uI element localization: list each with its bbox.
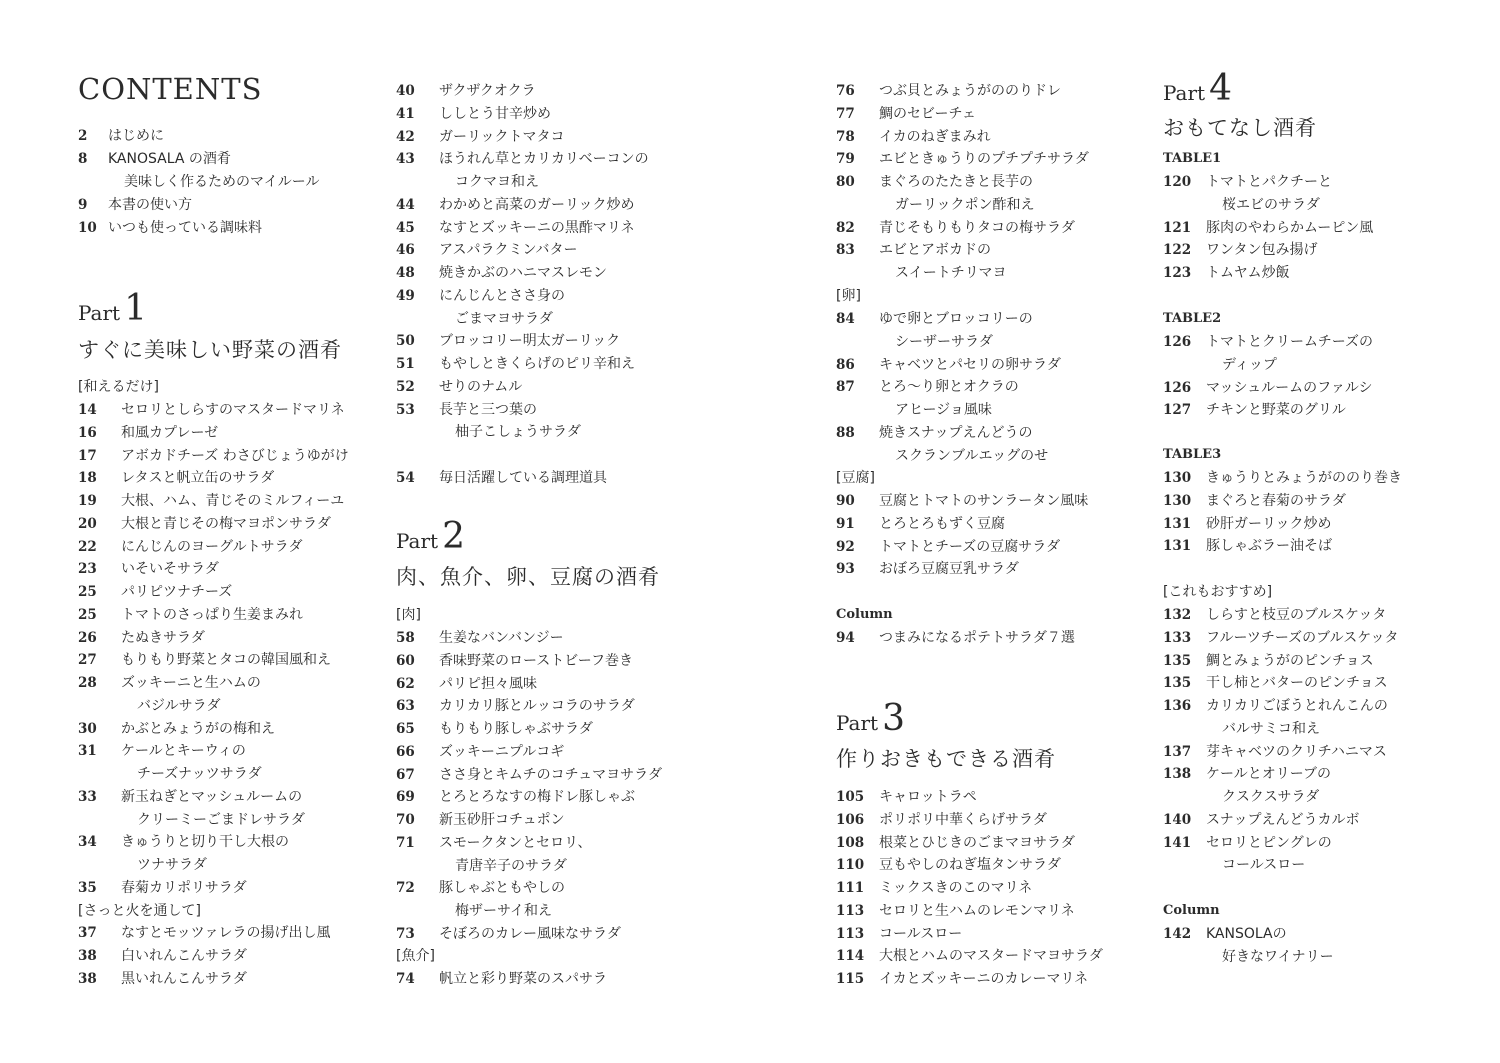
part-2-title: 肉、魚介、卵、豆腐の酒肴 <box>396 565 660 589</box>
entry-title: スモークタンとセロリ、 <box>439 834 592 851</box>
part-4-title: おもてなし酒肴 <box>1163 116 1317 140</box>
page-number: 137 <box>1163 743 1192 760</box>
page-number: 127 <box>1163 402 1192 419</box>
entry-title: セロリとしらすのマスタードマリネ <box>121 402 345 418</box>
page-number: 73 <box>396 925 415 942</box>
page-number: 135 <box>1163 652 1192 669</box>
entry-title: セロリと生ハムのレモンマリネ <box>879 902 1075 919</box>
page-number: 88 <box>836 424 855 441</box>
entry-title: とろ～り卵とオクラの <box>879 379 1019 396</box>
entry-title-cont: 梅ザーサイ和え <box>455 903 553 919</box>
entry-title: ポリポリ中華くらげサラダ <box>879 811 1047 828</box>
category-label: [豆腐] <box>836 470 875 486</box>
entry-title: ガーリックトマタコ <box>439 128 565 145</box>
entry-title: ズッキーニプルコギ <box>439 743 565 760</box>
entry-title: エビときゅうりのプチプチサラダ <box>879 151 1089 168</box>
page-number: 122 <box>1163 242 1192 259</box>
entry-title: 豚肉のやわらかムーピン風 <box>1206 219 1374 236</box>
entry-title-cont: ごまマヨサラダ <box>455 310 553 327</box>
part-number: 1 <box>124 288 147 329</box>
table2-subhead: TABLE2 <box>1163 311 1222 326</box>
page-number: 74 <box>396 971 415 987</box>
entry-title: 鯛のセビーチェ <box>879 105 977 122</box>
page-number: 71 <box>396 834 415 851</box>
entry-title: にんじんとささ身の <box>439 287 565 304</box>
page-number: 40 <box>396 83 415 99</box>
page-number: 142 <box>1163 926 1192 942</box>
entry-title: つまみになるポテトサラダ７選 <box>879 630 1075 646</box>
page-number: 136 <box>1163 698 1192 714</box>
page-number: 33 <box>78 788 97 805</box>
entry-title: せりのナムル <box>439 378 523 395</box>
page-number: 94 <box>836 630 855 646</box>
page-number: 113 <box>836 925 865 942</box>
entry-title: ゆで卵とブロッコリーの <box>879 311 1033 327</box>
part-4-heading <box>1163 68 1232 109</box>
entry-title: ザクザクオクラ <box>439 83 536 99</box>
entry-title: つぶ貝とみょうがののりドレ <box>879 83 1061 99</box>
entry-title: カリカリ豚とルッコラのサラダ <box>439 698 635 715</box>
entry-title-cont: バルサミコ和え <box>1222 720 1320 737</box>
entry-title: 長芋と三つ葉の <box>439 401 537 418</box>
entry-title: レタスと帆立缶のサラダ <box>121 470 275 487</box>
page-number: 38 <box>78 970 97 987</box>
page-number: 130 <box>1163 492 1192 509</box>
entry-title: そぼろのカレー風味なサラダ <box>439 925 621 942</box>
entry-title-cont: クリーミーごまドレサラダ <box>137 811 305 828</box>
entry-title: トマトとクリームチーズの <box>1206 334 1374 350</box>
page-number: 106 <box>836 811 865 828</box>
entry-title: まぐろと春菊のサラダ <box>1206 492 1346 509</box>
page-number: 77 <box>836 105 855 122</box>
page-number: 138 <box>1163 766 1192 783</box>
page-number: 20 <box>78 515 97 532</box>
entry-title: なすとモッツァレラの揚げ出し風 <box>121 925 331 942</box>
page-number: 52 <box>396 378 415 395</box>
entry-title: 干し柿とバターのピンチョス <box>1206 675 1388 692</box>
page-number: 108 <box>836 834 865 851</box>
category-label: [さっと火を通して] <box>78 902 201 919</box>
page-number: 132 <box>1163 607 1192 623</box>
entry-title: チキンと野菜のグリル <box>1206 402 1346 419</box>
entry-title: にんじんのヨーグルトサラダ <box>121 538 303 555</box>
page-number: 27 <box>78 652 97 669</box>
entry-title: トマトのさっぱり生姜まみれ <box>121 606 303 623</box>
page-number: 53 <box>396 401 415 418</box>
part-word: Part <box>836 711 879 735</box>
entry-title: わかめと高菜のガーリック炒め <box>439 196 635 213</box>
entry-title: 生姜なバンバンジー <box>439 630 564 646</box>
entry-title: トマトとチーズの豆腐サラダ <box>879 538 1061 555</box>
entry-title: 豆腐とトマトのサンラータン風味 <box>879 493 1089 509</box>
entry-title: キャロットラペ <box>879 789 977 805</box>
page-number: 70 <box>396 812 415 828</box>
entry-title-cont: アヒージョ風味 <box>895 402 992 418</box>
page-number: 72 <box>396 880 415 897</box>
page-number: 113 <box>836 902 865 919</box>
entry-title: トムヤム炒飯 <box>1206 265 1290 281</box>
table1-subhead: TABLE1 <box>1163 151 1222 166</box>
page-number: 86 <box>836 356 855 373</box>
page-number: 8 <box>78 151 88 167</box>
entry-title: セロリとピングレの <box>1206 834 1332 851</box>
entry-title: たぬきサラダ <box>121 629 205 646</box>
page-number: 114 <box>836 948 865 965</box>
page-number: 35 <box>78 879 97 896</box>
table3-subhead: TABLE3 <box>1163 447 1222 462</box>
entry-title: 焼きかぶのハニマスレモン <box>439 265 607 281</box>
page-number: 43 <box>396 151 415 168</box>
page-number: 126 <box>1163 379 1192 396</box>
page-number: 42 <box>396 128 415 145</box>
entry-title-cont: ツナサラダ <box>137 857 207 873</box>
page-number: 105 <box>836 789 865 805</box>
entry-title: 黒いれんこんサラダ <box>121 970 247 987</box>
page-number: 23 <box>78 561 97 578</box>
entry-title: いそいそサラダ <box>121 561 219 578</box>
page-number: 66 <box>396 743 415 760</box>
entry-title: まぐろのたたきと長芋の <box>879 174 1033 190</box>
entry-title: アスパラクミンバター <box>439 242 578 259</box>
contents-title: CONTENTS <box>78 72 263 106</box>
entry-title: かぶとみょうがの梅和え <box>121 720 275 737</box>
category-label: [卵] <box>836 288 861 304</box>
category-label: [これもおすすめ] <box>1163 584 1273 600</box>
entry-title: きゅうりと切り干し大根の <box>121 834 289 851</box>
page-number: 93 <box>836 561 855 578</box>
entry-title: イカのねぎまみれ <box>879 128 991 145</box>
page-number: 25 <box>78 584 97 600</box>
page-number: 9 <box>78 197 88 213</box>
entry-title: 豆もやしのねぎ塩タンサラダ <box>879 857 1061 874</box>
entry-title-cont: コールスロー <box>1222 857 1306 874</box>
entry-title: ほうれん草とカリカリベーコンの <box>439 151 649 168</box>
entry-title: 毎日活躍している調理道具 <box>439 470 607 486</box>
page-number: 67 <box>396 766 415 783</box>
page-number: 37 <box>78 925 97 942</box>
entry-title: もやしときくらげのピリ辛和え <box>439 356 635 372</box>
page-number: 126 <box>1163 334 1192 350</box>
part-number: 3 <box>882 698 905 739</box>
entry-title: パリピ担々風味 <box>439 675 537 692</box>
entry-title-cont: 柚子こしょうサラダ <box>455 424 581 441</box>
page-number: 41 <box>396 105 415 122</box>
page-number: 58 <box>396 630 415 646</box>
page-number: 45 <box>396 219 415 236</box>
entry-title: とろとろなすの梅ドレ豚しゃぶ <box>439 789 635 806</box>
page-number: 131 <box>1163 538 1192 555</box>
page-number: 48 <box>396 265 415 281</box>
page-number: 30 <box>78 720 97 737</box>
entry-title: フルーツチーズのブルスケッタ <box>1206 629 1399 646</box>
entry-title: マッシュルームのファルシ <box>1206 379 1373 396</box>
entry-title: エビとアボカドの <box>879 242 991 259</box>
entry-title: KANOSALA の酒肴 <box>108 151 231 167</box>
page-number: 28 <box>78 675 97 691</box>
page-number: 90 <box>836 493 855 509</box>
page-number: 141 <box>1163 834 1192 851</box>
entry-title: トマトとパクチーと <box>1206 174 1332 190</box>
page-number: 26 <box>78 629 97 646</box>
entry-title: 香味野菜のローストビーフ巻き <box>439 652 634 669</box>
part-3-title: 作りおきもできる酒肴 <box>836 747 1056 771</box>
page-number: 120 <box>1163 174 1192 190</box>
page-number: 19 <box>78 493 97 509</box>
part-2-heading <box>396 516 465 557</box>
page-number: 14 <box>78 402 97 418</box>
entry-title: 新玉ねぎとマッシュルームの <box>121 788 303 805</box>
entry-title: 砂肝ガーリック炒め <box>1206 515 1332 532</box>
page-number: 131 <box>1163 515 1192 532</box>
page-number: 80 <box>836 174 855 190</box>
page-number: 140 <box>1163 811 1192 828</box>
entry-title: 芽キャベツのクリチハニマス <box>1206 743 1387 760</box>
entry-title: いつも使っている調味料 <box>108 220 262 236</box>
entry-title: 帆立と彩り野菜のスパサラ <box>439 971 607 987</box>
entry-title: 白いれんこんサラダ <box>121 948 247 964</box>
part-word: Part <box>396 529 439 553</box>
entry-title: とろとろもずく豆腐 <box>879 515 1005 532</box>
entry-title: ズッキーニと生ハムの <box>121 675 261 691</box>
category-label: [魚介] <box>396 948 435 964</box>
page-number: 92 <box>836 538 855 555</box>
entry-title: はじめに <box>108 128 164 144</box>
entry-title: 新玉砂肝コチュポン <box>439 812 565 828</box>
entry-title: キャベツとパセリの卵サラダ <box>879 356 1061 373</box>
entry-title: 青じそもりもりタコの梅サラダ <box>879 219 1075 236</box>
entry-title-cont: 桜エビのサラダ <box>1222 196 1320 213</box>
page-number: 54 <box>396 470 415 486</box>
entry-title: 和風カプレーゼ <box>121 424 219 441</box>
page-number: 10 <box>78 220 97 236</box>
entry-title: もりもり野菜とタコの韓国風和え <box>121 652 331 669</box>
entry-title: ケールとキーウィの <box>121 743 246 760</box>
entry-title: しらすと枝豆のブルスケッタ <box>1206 607 1387 623</box>
page-number: 44 <box>396 196 415 213</box>
page-number: 115 <box>836 971 865 987</box>
entry-title: パリピツナチーズ <box>121 584 233 600</box>
part-word: Part <box>78 301 121 325</box>
page-number: 25 <box>78 606 97 623</box>
entry-title-cont: ガーリックポン酢和え <box>895 196 1035 213</box>
entry-title-cont: チーズナッツサラダ <box>137 766 262 782</box>
page-number: 130 <box>1163 470 1192 486</box>
entry-title: ミックスきのこのマリネ <box>879 880 1033 896</box>
part-word: Part <box>1163 81 1206 105</box>
page-number: 91 <box>836 515 855 532</box>
entry-title-cont: バジルサラダ <box>137 697 221 714</box>
entry-title-cont: 青唐辛子のサラダ <box>455 857 567 874</box>
page-number: 46 <box>396 242 415 259</box>
page-number: 22 <box>78 538 97 555</box>
entry-title: KANSOLAの <box>1206 926 1287 942</box>
column-subhead: Column <box>836 607 893 622</box>
entry-title: コールスロー <box>879 925 963 942</box>
entry-title: カリカリごぼうとれんこんの <box>1206 698 1388 714</box>
page-number: 60 <box>396 652 415 669</box>
entry-title-cont: スイートチリマヨ <box>895 265 1007 281</box>
entry-title: 大根とハムのマスタードマヨサラダ <box>879 948 1103 965</box>
entry-title: 鯛とみょうがのピンチョス <box>1206 652 1374 669</box>
page-number: 110 <box>836 857 865 874</box>
page-number: 2 <box>78 128 88 144</box>
entry-title: ケールとオリーブの <box>1206 766 1332 783</box>
page-number: 49 <box>396 287 415 304</box>
entry-title: 豚しゃぶともやしの <box>439 880 565 897</box>
page-number: 51 <box>396 356 415 372</box>
entry-title: もりもり豚しゃぶサラダ <box>439 721 593 737</box>
entry-title: 本書の使い方 <box>108 197 192 213</box>
category-label: [和えるだけ] <box>78 379 159 395</box>
page-number: 65 <box>396 721 415 737</box>
entry-title: 大根、ハム、青じそのミルフィーユ <box>121 493 345 509</box>
page-number: 121 <box>1163 219 1192 236</box>
part-1-title: すぐに美味しい野菜の酒肴 <box>78 338 342 362</box>
entry-title-cont: シーザーサラダ <box>895 333 993 350</box>
page-number: 76 <box>836 83 855 99</box>
page-number: 17 <box>78 447 97 464</box>
entry-title: イカとズッキーニのカレーマリネ <box>879 971 1089 987</box>
entry-title: スナップえんどうカルボ <box>1206 811 1360 828</box>
entry-title: 大根と青じその梅マヨポンサラダ <box>121 515 331 532</box>
page-number: 83 <box>836 242 855 259</box>
page-number: 16 <box>78 424 97 441</box>
part-3-heading <box>836 698 905 739</box>
entry-title: きゅうりとみょうがののり巻き <box>1206 470 1402 486</box>
page-number: 78 <box>836 128 855 145</box>
page-number: 133 <box>1163 629 1192 646</box>
page-number: 87 <box>836 379 855 396</box>
entry-title: ささ身とキムチのコチュマヨサラダ <box>439 766 663 783</box>
entry-title: 春菊カリポリサラダ <box>121 879 247 896</box>
entry-title: 焼きスナップえんどうの <box>879 424 1033 441</box>
page-number: 135 <box>1163 675 1192 692</box>
page-number: 79 <box>836 151 855 168</box>
category-label: [肉] <box>396 607 421 623</box>
entry-title: アボカドチーズ わさびじょうゆがけ <box>121 447 349 464</box>
column-subhead: Column <box>1163 903 1220 918</box>
page-number: 69 <box>396 789 415 806</box>
page-number: 63 <box>396 698 415 715</box>
entry-title: 根菜とひじきのごまマヨサラダ <box>879 834 1075 851</box>
part-number: 2 <box>442 516 465 557</box>
entry-title: ブロッコリー明太ガーリック <box>439 333 621 350</box>
page-number: 50 <box>396 333 415 350</box>
entry-title-cont: 好きなワイナリー <box>1222 949 1334 965</box>
page-number: 82 <box>836 219 855 236</box>
page-number: 111 <box>836 880 865 896</box>
entry-title-cont: クスクスサラダ <box>1222 789 1320 805</box>
entry-title-cont: スクランブルエッグのせ <box>895 447 1049 464</box>
page-number: 31 <box>78 743 97 760</box>
entry-title-cont: 美味しく作るためのマイルール <box>124 174 320 190</box>
entry-title: ワンタン包み揚げ <box>1206 242 1318 259</box>
entry-title: ししとう甘辛炒め <box>439 105 551 122</box>
entry-title: なすとズッキーニの黒酢マリネ <box>439 219 635 236</box>
page-number: 84 <box>836 311 855 327</box>
page-number: 62 <box>396 675 415 692</box>
part-number: 4 <box>1209 68 1232 109</box>
page-number: 123 <box>1163 265 1192 281</box>
entry-title: 豚しゃぶラー油そば <box>1206 538 1332 555</box>
entry-title: おぼろ豆腐豆乳サラダ <box>879 561 1019 578</box>
page-number: 18 <box>78 470 97 487</box>
part-1-heading <box>78 288 147 329</box>
page-number: 38 <box>78 948 97 964</box>
page-number: 34 <box>78 834 97 851</box>
entry-title-cont: ディップ <box>1222 356 1277 373</box>
entry-title-cont: コクマヨ和え <box>455 174 539 190</box>
